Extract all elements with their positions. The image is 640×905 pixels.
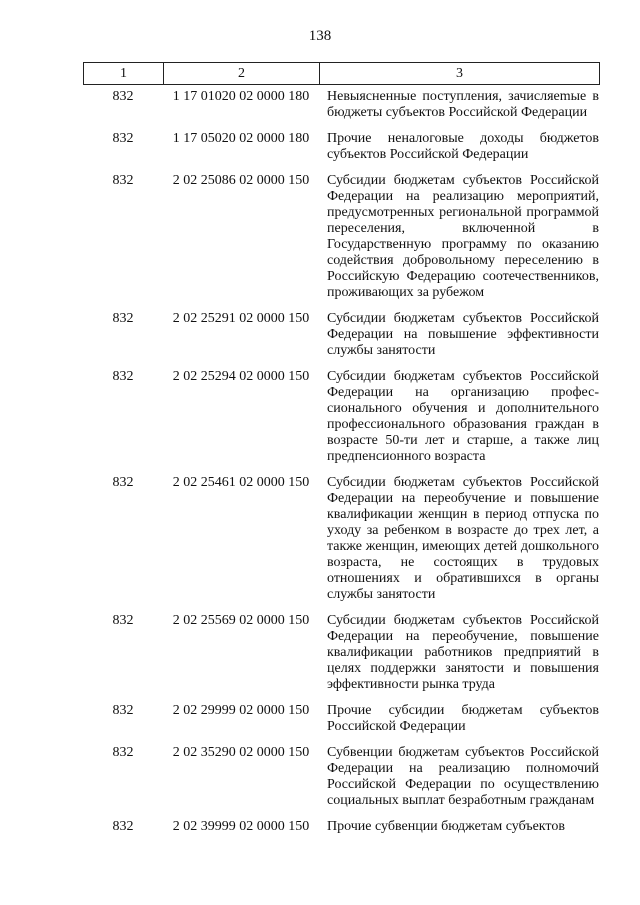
- table-row: [83, 745, 599, 809]
- budget-code: 2 02 25086 02 0000 150: [172, 173, 310, 188]
- admin-code: 832: [112, 613, 134, 628]
- admin-code: 832: [112, 745, 134, 760]
- revenue-name: Субсидии бюджетам субъектов Российской Федерации на реализацию мероприятий, предусмотренных региональной программой переселения, включенной в Государственную программу по оказанию содействия добровольному переселению в Российскую Федерацию соотечественников, проживающих за рубежом: [327, 173, 599, 300]
- revenue-name: Субсидии бюджетам субъектов Российской Федерации на переобучение, повышение квалификации работников предприятий в целях поддержки занятости и повышения эффективности рынка труда: [327, 613, 599, 692]
- table-row: [83, 703, 599, 735]
- table-row: [83, 819, 599, 835]
- budget-code: 2 02 25294 02 0000 150: [172, 369, 310, 384]
- table-row: [83, 369, 599, 465]
- admin-code: 832: [112, 475, 134, 490]
- revenue-name: Прочие субсидии бюджетам субъектов Российской Федерации: [327, 703, 599, 734]
- budget-code: 1 17 05020 02 0000 180: [172, 131, 310, 146]
- revenue-name: Прочие неналоговые доходы бюджетов субъектов Российской Федерации: [327, 131, 599, 162]
- budget-code: 2 02 25461 02 0000 150: [172, 475, 310, 490]
- revenue-name: Субсидии бюджетам субъектов Российской Федерации на повышение эффективности службы занятости: [327, 311, 599, 358]
- revenue-name: Прочие субвенции бюджетам субъектов: [327, 819, 565, 834]
- table-row: [83, 475, 599, 603]
- table-body: [83, 89, 599, 845]
- table-row: [83, 173, 599, 301]
- header-col-1: 1: [84, 63, 164, 85]
- budget-code: 2 02 35290 02 0000 150: [172, 745, 310, 760]
- budget-code: 2 02 25291 02 0000 150: [172, 311, 310, 326]
- admin-code: 832: [112, 89, 134, 104]
- admin-code: 832: [112, 703, 134, 718]
- budget-code: 1 17 01020 02 0000 180: [172, 89, 310, 104]
- table-header: [83, 62, 600, 85]
- header-col-3: 3: [320, 63, 600, 85]
- admin-code: 832: [112, 173, 134, 188]
- admin-code: 832: [112, 369, 134, 384]
- table-row: [83, 131, 599, 163]
- table-row: [83, 613, 599, 693]
- admin-code: 832: [112, 819, 134, 834]
- budget-code: 2 02 25569 02 0000 150: [172, 613, 310, 628]
- page-number: 138: [308, 28, 332, 44]
- revenue-name: Невыясненные поступления, зачисляеmые в бюджеты субъектов Российской Федерации: [327, 89, 599, 120]
- budget-code: 2 02 39999 02 0000 150: [172, 819, 310, 834]
- admin-code: 832: [112, 311, 134, 326]
- revenue-name: Субвенции бюджетам субъектов Российской Федерации на реализацию полномочий Российской Федерации по осуществлению социальных выплат безработным гражданам: [327, 745, 599, 808]
- table-row: [83, 311, 599, 359]
- revenue-name: Субсидии бюджетам субъектов Российской Федерации на переобучение и повышение квалификации женщин в период отпуска по уходу за ребенком в возрасте до трех лет, а также женщин, имеющих детей дошкольного возраста, не состоящих в трудовых отношениях и обратившихся в органы службы занятости: [327, 475, 599, 602]
- header-col-2: 2: [164, 63, 320, 85]
- admin-code: 832: [112, 131, 134, 146]
- revenue-name: Субсидии бюджетам субъектов Российской Федерации на организацию профессионального обучения и дополнительного профессионального образования граждан в возрасте 50-ти лет и старше, а также лиц предпенсионного возраста: [327, 369, 599, 464]
- budget-code: 2 02 29999 02 0000 150: [172, 703, 310, 718]
- header-row: [84, 63, 600, 85]
- table-row: [83, 89, 599, 121]
